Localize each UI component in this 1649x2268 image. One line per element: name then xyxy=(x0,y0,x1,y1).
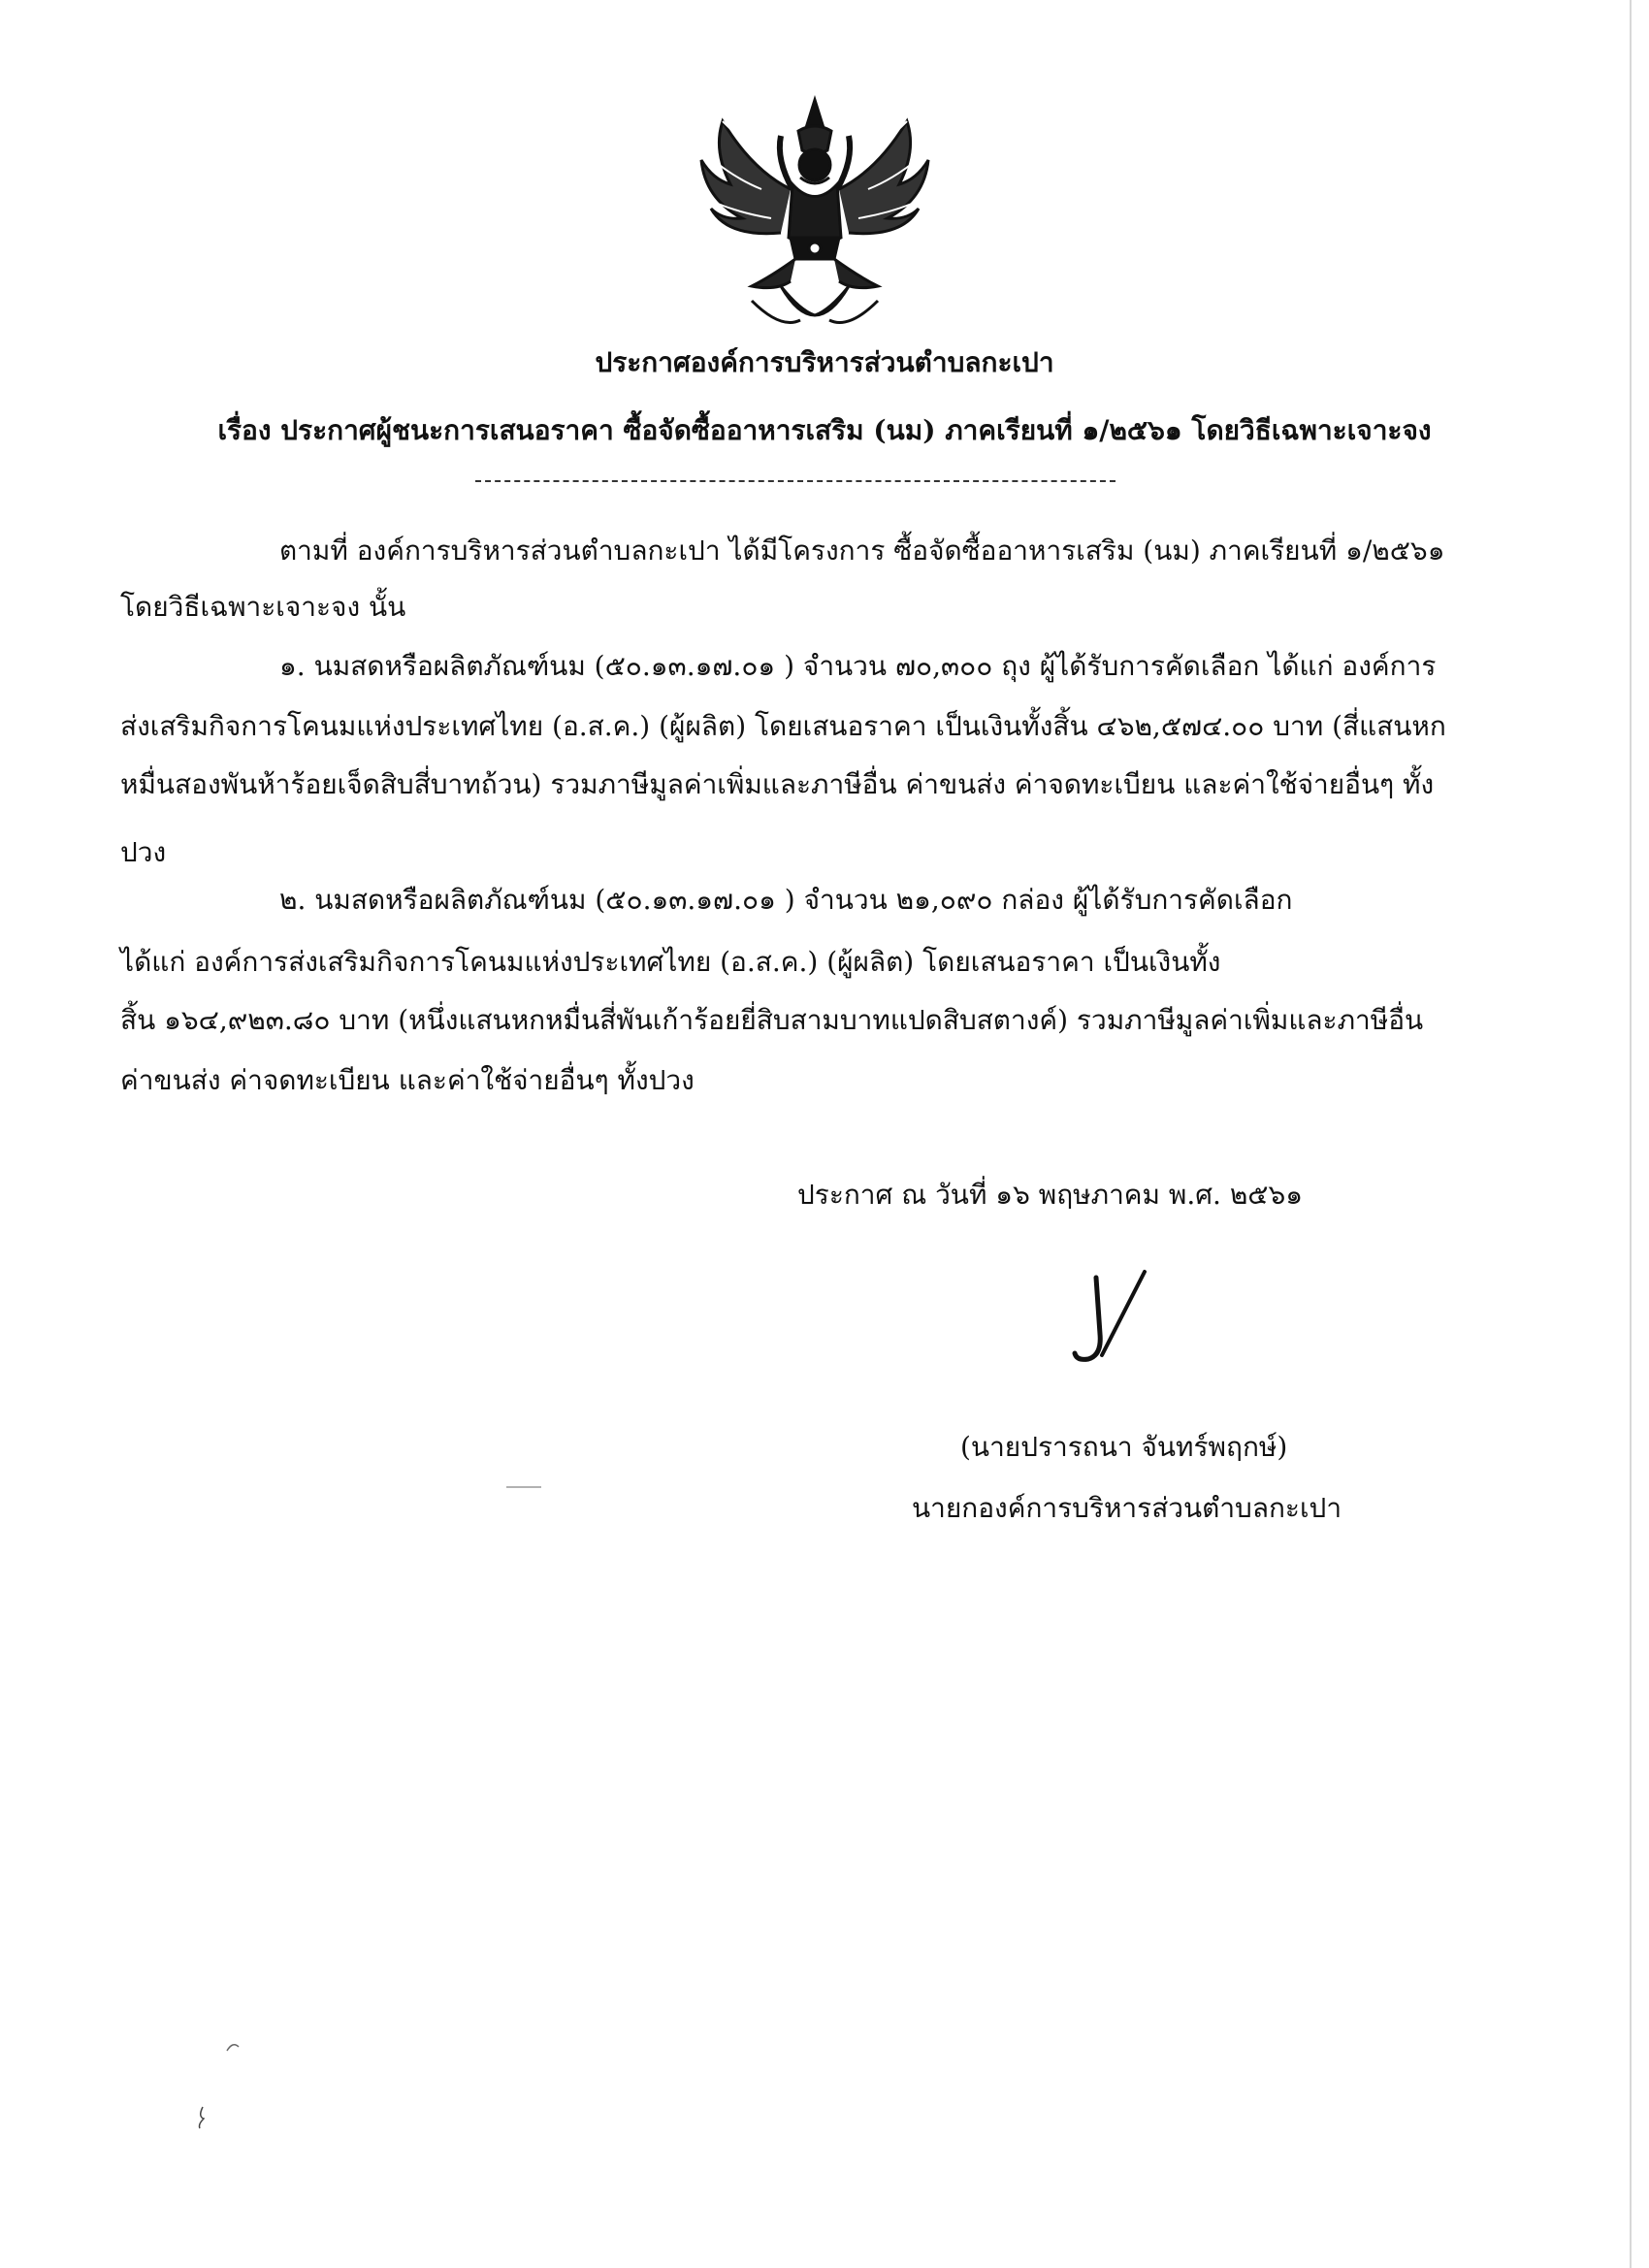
scan-edge-line xyxy=(1630,0,1632,2268)
scan-speck xyxy=(504,1484,543,1490)
item2-line-2: ได้แก่ องค์การส่งเสริมกิจการโคนมแห่งประเทศไทย (อ.ส.ค.) (ผู้ผลิต) โดยเสนอราคา เป็นเงินทั้ง xyxy=(120,946,1221,978)
announcement-subject: เรื่อง ประกาศผู้ชนะการเสนอราคา ซื้อจัดซื้ออาหารเสริม (นม) ภาคเรียนที่ ๑/๒๕๖๑ โดยวิธีเฉพาะเจาะจง xyxy=(217,414,1432,446)
garuda-emblem xyxy=(684,92,946,344)
item2-line-1: ๒. นมสดหรือผลิตภัณฑ์นม (๕๐.๑๓.๑๗.๐๑ ) จำนวน ๒๑,๐๙๐ กล่อง ผู้ได้รับการคัดเลือก xyxy=(279,884,1293,916)
signatory-name: (นายปรารถนา จันทร์พฤกษ์) xyxy=(960,1431,1288,1463)
item2-line-4: ค่าขนส่ง ค่าจดทะเบียน และค่าใช้จ่ายอื่นๆ ทั้งปวง xyxy=(120,1064,695,1096)
dashed-divider xyxy=(475,480,1116,482)
announcement-date: ประกาศ ณ วันที่ ๑๖ พฤษภาคม พ.ศ. ๒๕๖๑ xyxy=(797,1179,1304,1211)
handwritten-signature xyxy=(1067,1266,1154,1373)
item1-line-1: ๑. นมสดหรือผลิตภัณฑ์นม (๕๐.๑๓.๑๗.๐๑ ) จำนวน ๗๐,๓๐๐ ถุง ผู้ได้รับการคัดเลือก ได้แก่ องค์การ xyxy=(279,650,1437,682)
scan-speck xyxy=(223,2037,242,2057)
announcement-title: ประกาศองค์การบริหารส่วนตำบลกะเปา xyxy=(595,346,1054,378)
intro-line-2: โดยวิธีเฉพาะเจาะจง นั้น xyxy=(120,591,406,623)
intro-line-1: ตามที่ องค์การบริหารส่วนตำบลกะเปา ได้มีโครงการ ซื้อจัดซื้ออาหารเสริม (นม) ภาคเรียนที่ ๑/๒๕๖๑ xyxy=(279,535,1445,567)
item1-line-4: ปวง xyxy=(120,836,167,868)
signatory-title: นายกองค์การบริหารส่วนตำบลกะเปา xyxy=(912,1492,1342,1524)
item1-line-3: หมื่นสองพันห้าร้อยเจ็ดสิบสี่บาทถ้วน) รวมภาษีมูลค่าเพิ่มและภาษีอื่น ค่าขนส่ง ค่าจดทะเบียน และค่าใช้จ่ายอื่นๆ ทั้ง xyxy=(120,768,1435,800)
item2-line-3: สิ้น ๑๖๔,๙๒๓.๘๐ บาท (หนึ่งแสนหกหมื่นสี่พันเก้าร้อยยี่สิบสามบาทแปดสิบสตางค์) รวมภาษีมูลค่าเพิ่มและภาษีอื่น xyxy=(120,1004,1424,1036)
item1-line-2: ส่งเสริมกิจการโคนมแห่งประเทศไทย (อ.ส.ค.) (ผู้ผลิต) โดยเสนอราคา เป็นเงินทั้งสิ้น ๔๖๒,๕๗๔.๐๐ บาท (สี่แสนหก xyxy=(120,710,1446,742)
scan-speck xyxy=(194,2105,210,2130)
